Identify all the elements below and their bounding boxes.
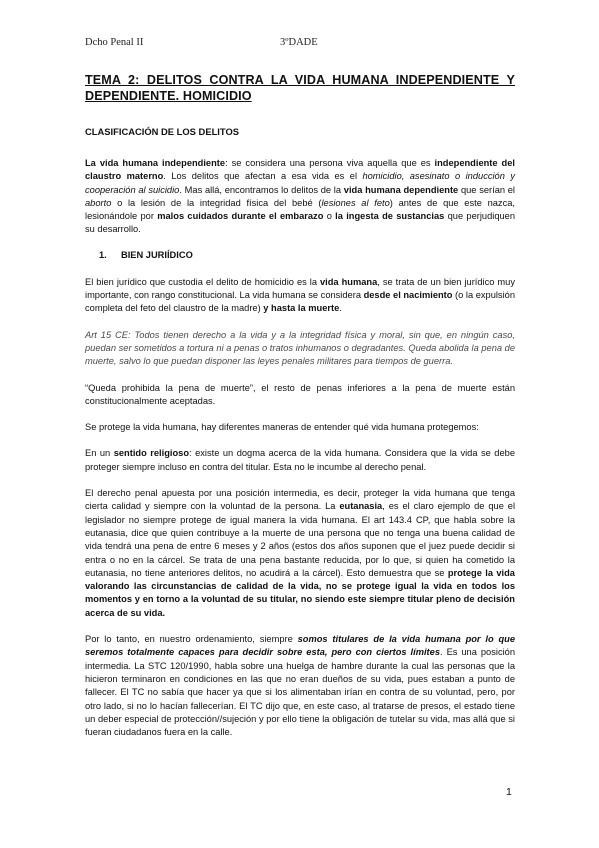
text-italic: lesiones al feto bbox=[321, 197, 390, 208]
text-bold: vida humana dependiente bbox=[343, 184, 459, 195]
section-heading-clasificacion: CLASIFICACIÓN DE LOS DELITOS bbox=[85, 126, 240, 137]
paragraph-vida-humana bbox=[85, 157, 515, 237]
text-bold: desde el nacimiento bbox=[363, 290, 453, 301]
text-bold: y hasta la muerte bbox=[263, 303, 340, 314]
text-bold: protege la vida valorando las circunstancias de calidad de la vida, no se protege igual la vida en todos los momentos y en torno a la voluntad de su titular, no siendo este siempre titular pleno de decisión acerca de su vida. bbox=[85, 567, 515, 618]
text-italic: aborto bbox=[85, 197, 112, 208]
text: o bbox=[323, 211, 336, 222]
paragraph-art-15-ce bbox=[85, 329, 515, 369]
paragraph-maneras: Se protege la vida humana, hay diferentes maneras de entender qué vida humana protegemos: bbox=[85, 422, 479, 433]
header-course: Dcho Penal II bbox=[85, 37, 144, 48]
document-body bbox=[85, 72, 515, 752]
text-bold: independiente del claustro materno bbox=[85, 158, 515, 182]
text: Queda abolida la pena de muerte, salvo lo que puedan disponer las leyes penales militares para tiempos de guerra. bbox=[85, 342, 515, 367]
text: . Mas allá, encontramos lo delitos de la bbox=[179, 184, 344, 195]
page-title: TEMA 2: DELITOS CONTRA LA VIDA HUMANA INDEPENDIENTE Y DEPENDIENTE. HOMICIDIO bbox=[85, 73, 515, 103]
text: : se considera una persona viva aquella que es bbox=[225, 158, 435, 168]
paragraph-ordenamiento bbox=[85, 633, 515, 739]
text-bold: La vida humana independiente bbox=[85, 158, 226, 168]
header-group: 3ºDADE bbox=[280, 37, 318, 48]
text: que perjudiquen su desarrollo. bbox=[85, 211, 516, 235]
paragraph-posicion-intermedia bbox=[85, 487, 515, 620]
text-bold: eutanasia bbox=[339, 501, 383, 512]
text: Por lo tanto, en nuestro ordenamiento, siempre bbox=[85, 634, 298, 645]
text-bold-italic: somos titulares de la vida humana por lo que seremos totalmente capaces para decidir sobre esta, pero con ciertos límites bbox=[85, 634, 515, 658]
text: . bbox=[339, 303, 342, 314]
text: El bien jurídico que custodia el delito de homicidio es la bbox=[85, 276, 320, 287]
text: : existe un dogma acerca de la vida humana. Considera que la vida se debe proteger siempre incluso en contra del titular. Esta no le incumbe al derecho penal. bbox=[85, 448, 515, 472]
text: (o la expulsión completa del feto del claustro de la madre) bbox=[85, 290, 515, 314]
paragraph-sentido-religioso bbox=[85, 447, 515, 474]
text-bold: sentido religioso bbox=[113, 448, 190, 459]
text-bold: la ingesta de sustancias bbox=[335, 211, 445, 222]
text: , se trata de un bien jurídico muy importante, con rango constitucional. La vida humana se considera bbox=[85, 276, 515, 301]
text: ) antes de que este nazca, lesionándole por bbox=[85, 197, 515, 222]
text: En un bbox=[85, 448, 114, 459]
page-number: 1 bbox=[506, 786, 512, 798]
text-italic: homicidio, asesinato o inducción y cooperación al suicidio bbox=[85, 171, 515, 195]
text: o la lesión de la integridad física del bebé ( bbox=[111, 197, 322, 208]
text: que serían el bbox=[458, 184, 515, 195]
section-number: 1. bbox=[99, 249, 107, 260]
text: . Es una posición intermedia. La STC 120/1990, habla sobre una huelga de hambre durante la cual las personas que la hicieron terminaron en condiciones en las que no eran dueños de su vida, pues estaban a punto de fallecer. El TC no sabía que hacer ya que si los alimentaban irían en contra de su voluntad, pero, por otro lado, si no lo hacían fallecerían. El TC dijo que, en este caso, al tratarse de presos, el estado tiene un deber especial de protección//sujeción y por ello tiene la obligación de tutelar su vida, mas allá que si fueran ciudadanos fuera en la calle. bbox=[85, 647, 515, 738]
text: . Los delitos que afectan a esa vida es el bbox=[163, 171, 363, 182]
section-label: BIEN JURIÍDICO bbox=[121, 249, 193, 260]
text: El derecho penal apuesta por una posición intermedia, es decir, proteger la vida humana que tenga cierta calidad y siempre con la voluntad de la persona. La bbox=[85, 488, 515, 512]
paragraph-pena-muerte: “Queda prohibida la pena de muerte”, el resto de penas inferiores a la pena de muerte están constitucionalmente aceptadas. bbox=[85, 382, 515, 406]
paragraph-bien-juridico bbox=[85, 276, 515, 316]
section-heading-bien-juridico bbox=[99, 250, 515, 260]
text-bold: vida humana bbox=[320, 276, 378, 287]
text-bold: malos cuidados durante el embarazo bbox=[157, 211, 324, 222]
text: , es el claro ejemplo de que el legislador no siempre protege de igual manera la vida humana. El art 143.4 CP, que habla sobre la eutanasia, dice que quien contribuye a la muerte de una persona que no tenga una buena calidad de vida tendrá una pena de entre 6 meses y 2 años (estos dos años suponen que el juez puede decidir si entra o no en la cárcel. Se trata de una pena bastante reducida, por lo que, si quien ha cometido la eutanasia, no tiene anteriores delitos, no acudirá a la cárcel). Esto demuestra que se bbox=[85, 501, 516, 578]
text: Art 15 CE: Todos tienen derecho a la vida y a la integridad física y moral, sin que, en ningún caso, puedan ser sometidos a tortura ni a penas o tratos inhumanos o degradantes. bbox=[85, 329, 515, 353]
